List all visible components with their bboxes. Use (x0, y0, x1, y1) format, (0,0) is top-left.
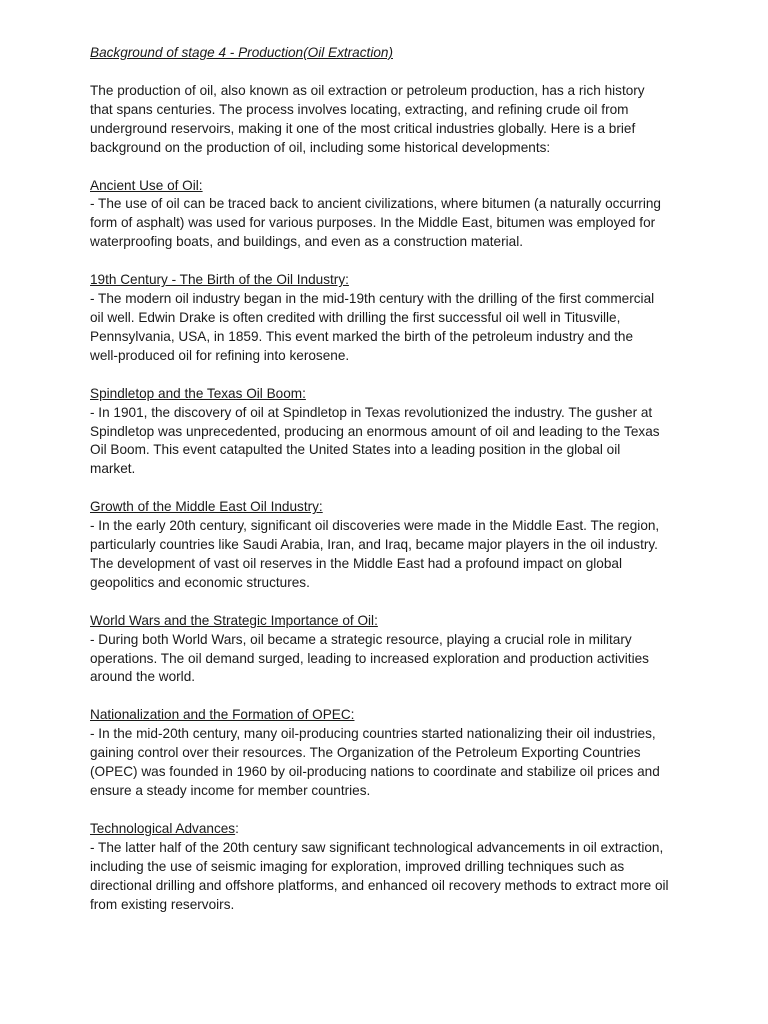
body-line: (OPEC) was founded in 1960 by oil-producing nations to coordinate and stabilize oil prices and (90, 764, 660, 780)
body-line: geopolitics and economic structures. (90, 574, 310, 590)
intro-line: underground reservoirs, making it one of the most critical industries globally. Here is a brief (90, 120, 636, 136)
section-heading-row (90, 820, 690, 839)
body-line: - The latter half of the 20th century saw significant technological advancements in oil extraction, (90, 839, 664, 855)
section-middle-east (90, 498, 690, 593)
section-heading: World Wars and the Strategic Importance of Oil: (90, 612, 378, 628)
body-line: gaining control over their resources. The Organization of the Petroleum Exporting Countries (90, 745, 641, 761)
section-heading-row (90, 612, 690, 631)
section-19th-century (90, 271, 690, 366)
body-line: including the use of seismic imaging for exploration, improved drilling techniques such as (90, 858, 625, 874)
section-heading-row (90, 498, 690, 517)
section-heading-row (90, 271, 690, 290)
section-heading: 19th Century - The Birth of the Oil Industry: (90, 272, 349, 288)
section-heading: Nationalization and the Formation of OPEC: (90, 707, 355, 723)
section-heading: Growth of the Middle East Oil Industry: (90, 499, 323, 515)
section-heading-row (90, 385, 690, 404)
section-technological-advances (90, 820, 690, 915)
section-body (90, 517, 690, 593)
body-line: market. (90, 461, 136, 477)
section-body (90, 404, 690, 480)
body-line: Spindletop was unprecedented, producing an enormous amount of oil and leading to the Texas (90, 423, 660, 439)
intro-line: that spans centuries. The process involves locating, extracting, and refining crude oil from (90, 101, 629, 117)
document-page (90, 44, 690, 933)
body-line: from existing reservoirs. (90, 896, 235, 912)
section-ancient-use (90, 177, 690, 253)
section-heading: Technological Advances (90, 820, 236, 836)
body-line: - In 1901, the discovery of oil at Spindletop in Texas revolutionized the industry. The gusher at (90, 404, 653, 420)
body-line: around the world. (90, 669, 196, 685)
section-heading: Spindletop and the Texas Oil Boom: (90, 385, 306, 401)
section-heading: Ancient Use of Oil: (90, 177, 203, 193)
body-line: Pennsylvania, USA, in 1859. This event marked the birth of the petroleum industry and the (90, 328, 634, 344)
intro-line: background on the production of oil, including some historical developments: (90, 139, 551, 155)
section-body (90, 725, 690, 801)
body-line: directional drilling and offshore platforms, and enhanced oil recovery methods to extract more oil (90, 877, 669, 893)
body-line: form of asphalt) was used for various purposes. In the Middle East, bitumen was employed for (90, 215, 656, 231)
document-title: Background of stage 4 - Production(Oil Extraction) (90, 45, 393, 60)
section-body (90, 195, 690, 252)
section-heading-row (90, 177, 690, 196)
body-line: - The modern oil industry began in the mid-19th century with the drilling of the first commercial (90, 291, 655, 307)
body-line: operations. The oil demand surged, leading to increased exploration and production activities (90, 650, 649, 666)
section-body (90, 290, 690, 366)
body-line: - In the early 20th century, significant oil discoveries were made in the Middle East. The region, (90, 518, 660, 534)
body-line: well-produced oil for refining into kerosene. (90, 347, 350, 363)
section-body (90, 839, 690, 915)
body-line: - In the mid-20th century, many oil-producing countries started nationalizing their oil industries, (90, 726, 656, 742)
section-opec (90, 706, 690, 801)
section-heading-suffix: : (235, 820, 239, 836)
intro-line: The production of oil, also known as oil extraction or petroleum production, has a rich history (90, 82, 645, 98)
body-line: ensure a steady income for member countries. (90, 783, 371, 798)
body-line: waterproofing boats, and buildings, and even as a construction material. (90, 234, 523, 250)
section-world-wars (90, 612, 690, 688)
body-line: particularly countries like Saudi Arabia, Iran, and Iraq, became major players in the oil industry. (90, 537, 658, 553)
section-heading-row (90, 706, 690, 725)
body-line: oil well. Edwin Drake is often credited with drilling the first successful oil well in Titusville, (90, 309, 621, 325)
body-line: - During both World Wars, oil became a strategic resource, playing a crucial role in military (90, 631, 632, 647)
body-line: - The use of oil can be traced back to ancient civilizations, where bitumen (a naturally occurring (90, 196, 661, 212)
body-line: The development of vast oil reserves in the Middle East had a profound impact on global (90, 555, 622, 571)
section-spindletop (90, 385, 690, 480)
body-line: Oil Boom. This event catapulted the United States into a leading position in the global oil (90, 442, 621, 458)
section-body (90, 631, 690, 688)
intro-paragraph (90, 82, 690, 158)
